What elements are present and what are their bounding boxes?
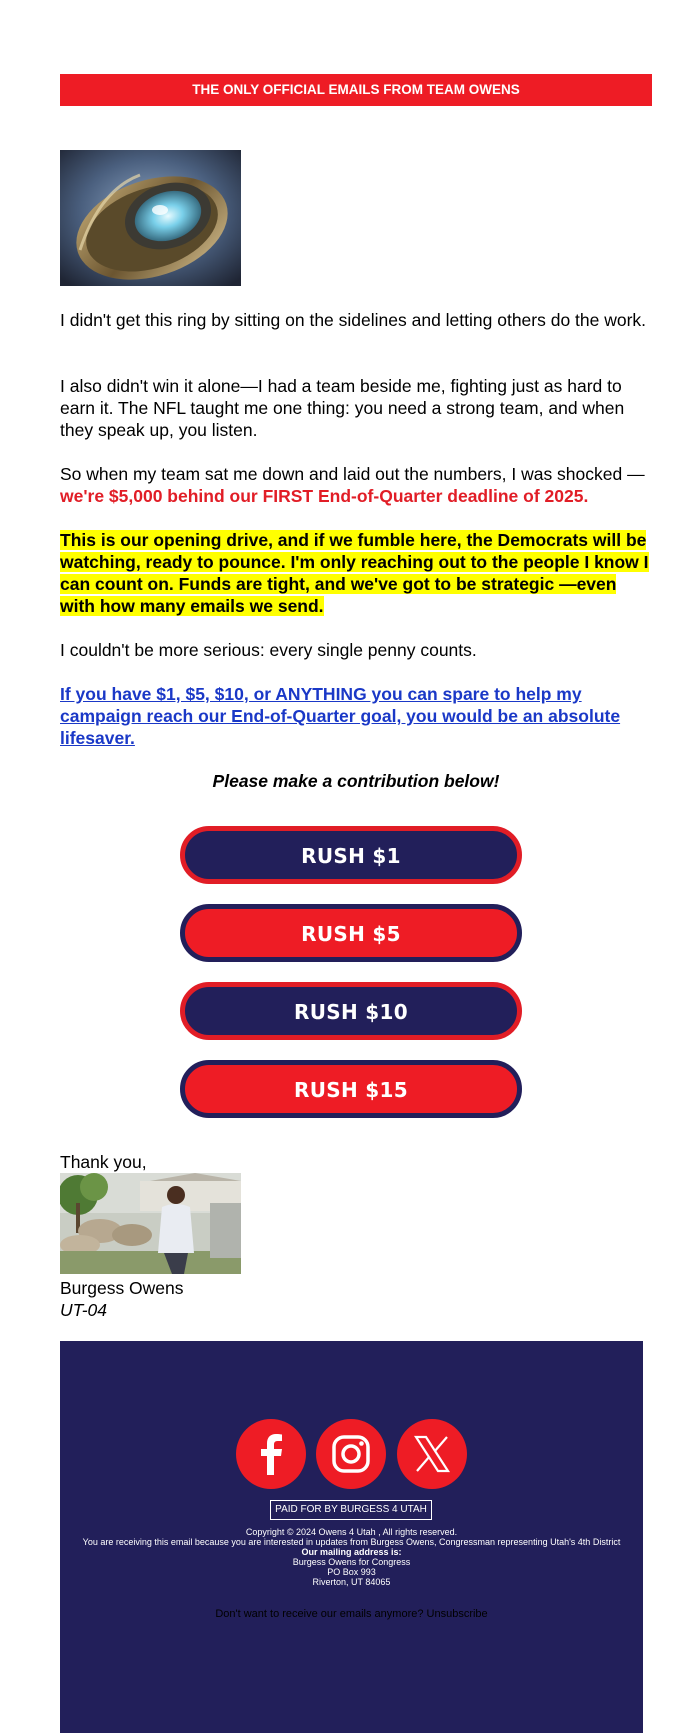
paragraph-serious: I couldn't be more serious: every single penny counts. (60, 640, 477, 660)
paragraph-deadline (60, 463, 650, 507)
championship-ring-image (60, 150, 241, 286)
instagram-link[interactable] (316, 1419, 386, 1489)
copyright-text: Copyright © 2024 Owens 4 Utah , All rights reserved. (245, 1527, 458, 1537)
unsubscribe-line (60, 1608, 643, 1620)
closing-text: Thank you, (60, 1152, 147, 1172)
mailing-org: Burgess Owens for Congress (292, 1557, 411, 1567)
facebook-icon (236, 1419, 306, 1489)
official-emails-banner: THE ONLY OFFICIAL EMAILS FROM TEAM OWENS (60, 74, 652, 106)
deadline-red-text: we're $5,000 behind our FIRST End-of-Quarter deadline of 2025. (60, 486, 589, 506)
mailing-po-box: PO Box 993 (327, 1567, 376, 1577)
highlighted-text: This is our opening drive, and if we fumble here, the Democrats will be watching, ready to pounce. I'm only reaching out to the people I know I can count on. Funds are tight, and we've got to be strategic —even with how many emails we send. (60, 530, 649, 616)
rush-5-button[interactable]: RUSH $5 (180, 904, 522, 962)
deadline-lead-text: So when my team sat me down and laid out the numbers, I was shocked — (60, 464, 645, 484)
x-icon (397, 1419, 467, 1489)
paragraph-link (60, 683, 650, 749)
donate-text-link[interactable]: If you have $1, $5, $10, or ANYTHING you can spare to help my campaign reach our End-of-Quarter goal, you would be an absolute lifesaver. (60, 684, 621, 748)
paragraph-ring: I didn't get this ring by sitting on the sidelines and letting others do the work. (60, 310, 647, 330)
email-footer (60, 1341, 643, 1733)
unsubscribe-link[interactable]: Unsubscribe (426, 1608, 488, 1620)
rush-15-button[interactable]: RUSH $15 (180, 1060, 522, 1118)
subscription-reason: You are receiving this email because you are interested in updates from Burgess Owens, Congressman representing Utah's 4th District (82, 1537, 621, 1547)
paragraph-team: I also didn't win it alone—I had a team beside me, fighting just as hard to earn it. The NFL taught me one thing: you need a strong team, and when they speak up, you listen. (60, 376, 625, 440)
x-twitter-link[interactable] (397, 1419, 467, 1489)
unsubscribe-question: Don't want to receive our emails anymore? (215, 1608, 424, 1620)
paid-for-disclaimer: PAID FOR BY BURGESS 4 UTAH (270, 1500, 432, 1520)
facebook-link[interactable] (236, 1419, 306, 1489)
mailing-address-label: Our mailing address is: (301, 1547, 402, 1557)
rush-10-button[interactable]: RUSH $10 (180, 982, 522, 1040)
signature-district: UT-04 (60, 1300, 108, 1320)
rush-1-button[interactable]: RUSH $1 (180, 826, 522, 884)
signature-name: Burgess Owens (60, 1278, 184, 1298)
paragraph-opening-drive (60, 529, 650, 617)
mailing-city: Riverton, UT 84065 (312, 1577, 391, 1587)
burgess-owens-photo (60, 1173, 241, 1274)
contribution-prompt: Please make a contribution below! (212, 771, 500, 791)
instagram-icon (316, 1419, 386, 1489)
